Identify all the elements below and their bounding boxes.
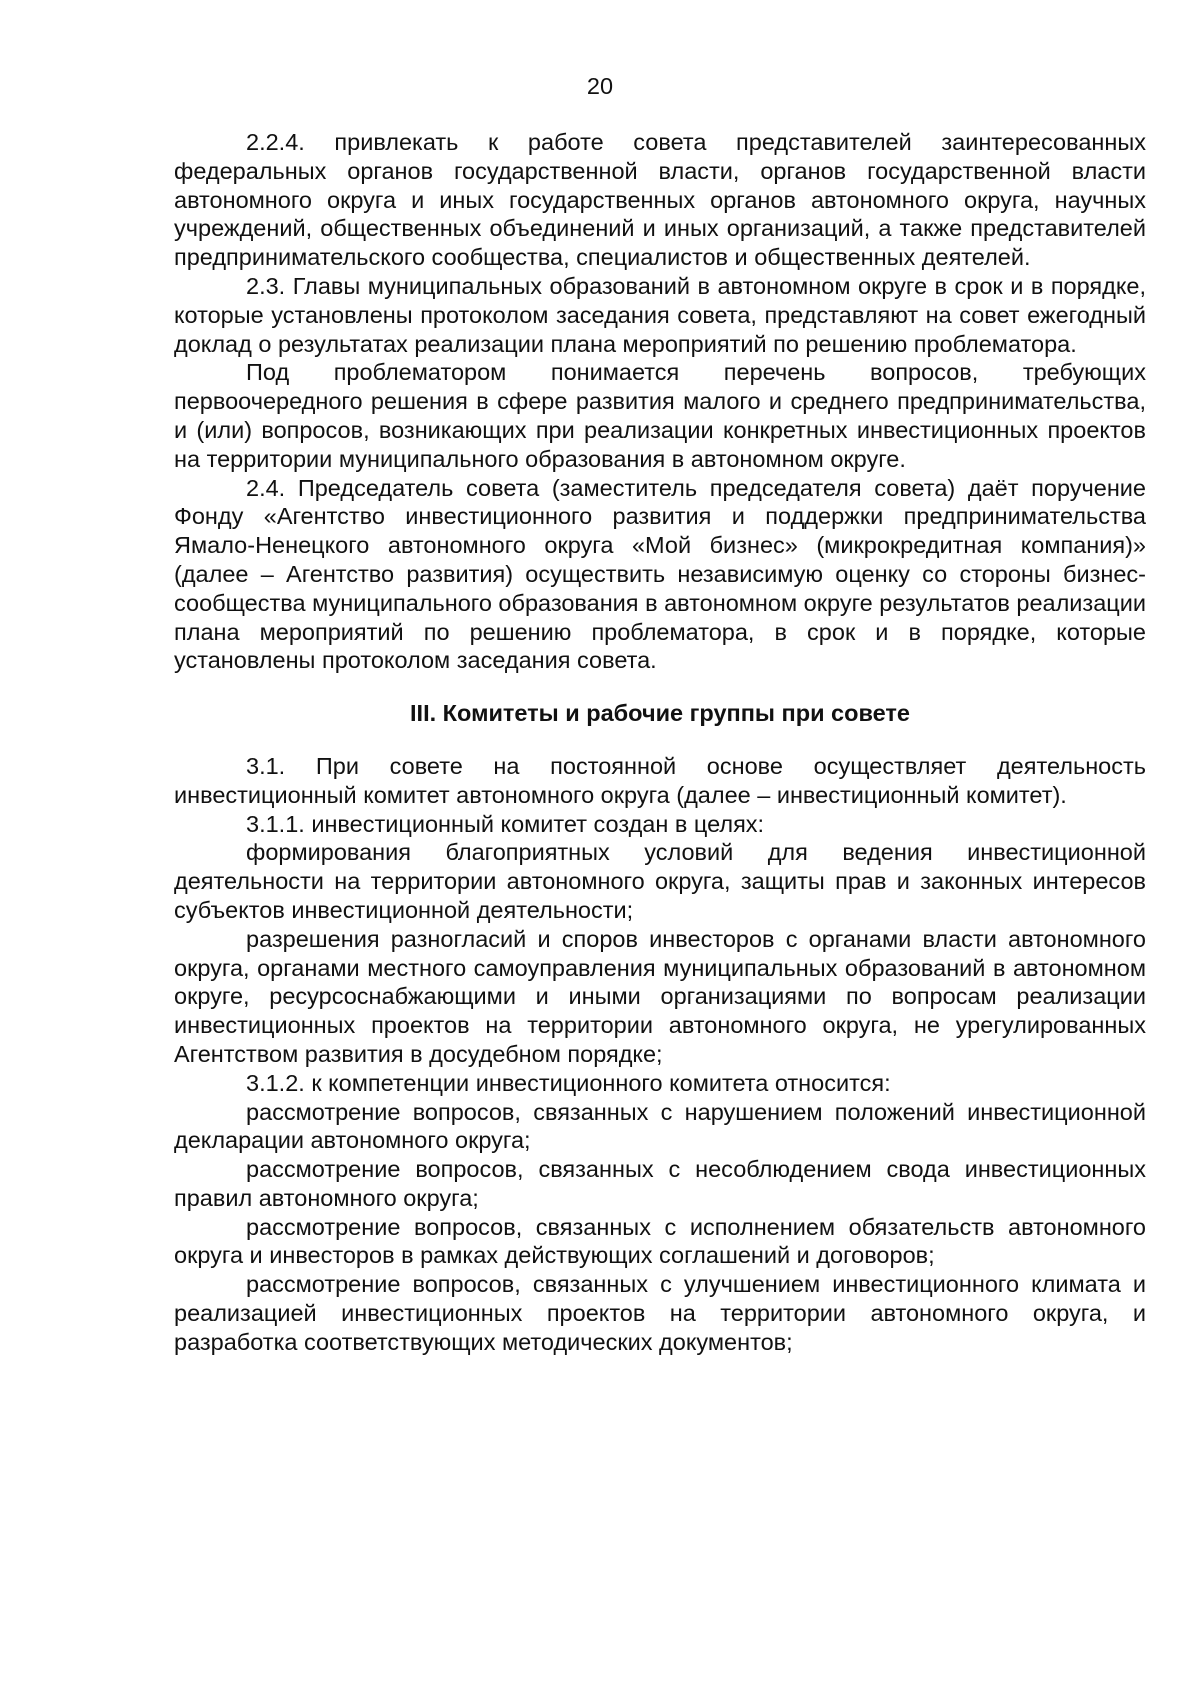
paragraph-3-1-2: 3.1.2. к компетенции инвестиционного комитета относится:: [246, 1069, 891, 1096]
page-number: 20: [586, 73, 614, 99]
paragraph-competence-declaration: рассмотрение вопросов, связанных с нарушением положений инвестиционной декларации автономного округа;: [174, 1098, 1146, 1154]
document-body: [174, 128, 1146, 1357]
paragraph-2-3: 2.3. Главы муниципальных образований в автономном округе в срок и в порядке, которые установлены протоколом заседания совета, представляют на совет ежегодный доклад о результатах реализации плана мероприятий по решению проблематора.: [174, 272, 1146, 357]
paragraph-purpose-favorable-conditions: формирования благоприятных условий для ведения инвестиционной деятельности на территории автономного округа, защиты прав и законных интересов субъектов инвестиционной деятельности;: [174, 839, 1146, 923]
paragraph-problemator-definition: Под проблематором понимается перечень вопросов, требующих первоочередного решения в сфере развития малого и среднего предпринимательства, и (или) вопросов, возникающих при реализации конкретных инвестиционных проектов на территории муниципального образования в автономном округе.: [174, 359, 1146, 472]
paragraph-purpose-dispute-resolution: разрешения разногласий и споров инвесторов с органами власти автономного округа, органами местного самоуправления муниципальных образований в автономном округе, ресурсоснабжающими и иными организациями по вопросам реализации инвестиционных проектов на территории автономного округа, не урегулированных Агентством развития в досудебном порядке;: [174, 925, 1146, 1067]
paragraph-3-1: 3.1. При совете на постоянной основе осуществляет деятельность инвестиционный комитет автономного округа (далее – инвестиционный комитет).: [174, 752, 1146, 808]
section-heading: III. Комитеты и рабочие группы при совете: [410, 700, 910, 727]
paragraph-competence-rules: рассмотрение вопросов, связанных с несоблюдением свода инвестиционных правил автономного округа;: [174, 1156, 1146, 1211]
paragraph-competence-climate: рассмотрение вопросов, связанных с улучшением инвестиционного климата и реализацией инвестиционных проектов на территории автономного округа, и разработка соответствующих методических документов;: [174, 1271, 1146, 1355]
paragraph-2-4: 2.4. Председатель совета (заместитель председателя совета) даёт поручение Фонду «Агентство инвестиционного развития и поддержки предпринимательства Ямало-Ненецкого автономного округа «Мой бизнес» (микрокредитная компания)» (далее – Агентство развития) осуществить независимую оценку со стороны бизнес-сообщества муниципального образования в автономном округе результатов реализации плана мероприятий по решению проблематора, в срок и в порядке, которые установлены протоколом заседания совета.: [174, 474, 1146, 674]
paragraph-competence-obligations: рассмотрение вопросов, связанных с исполнением обязательств автономного округа и инвесторов в рамках действующих соглашений и договоров;: [174, 1213, 1146, 1269]
paragraph-3-1-1: 3.1.1. инвестиционный комитет создан в целях:: [246, 810, 765, 837]
paragraph-2-2-4: 2.2.4. привлекать к работе совета представителей заинтересованных федеральных органов государственной власти, органов государственной власти автономного округа и иных государственных органов автономного округа, научных учреждений, общественных объединений и иных организаций, а также представителей предпринимательского сообщества, специалистов и общественных деятелей.: [174, 129, 1146, 271]
